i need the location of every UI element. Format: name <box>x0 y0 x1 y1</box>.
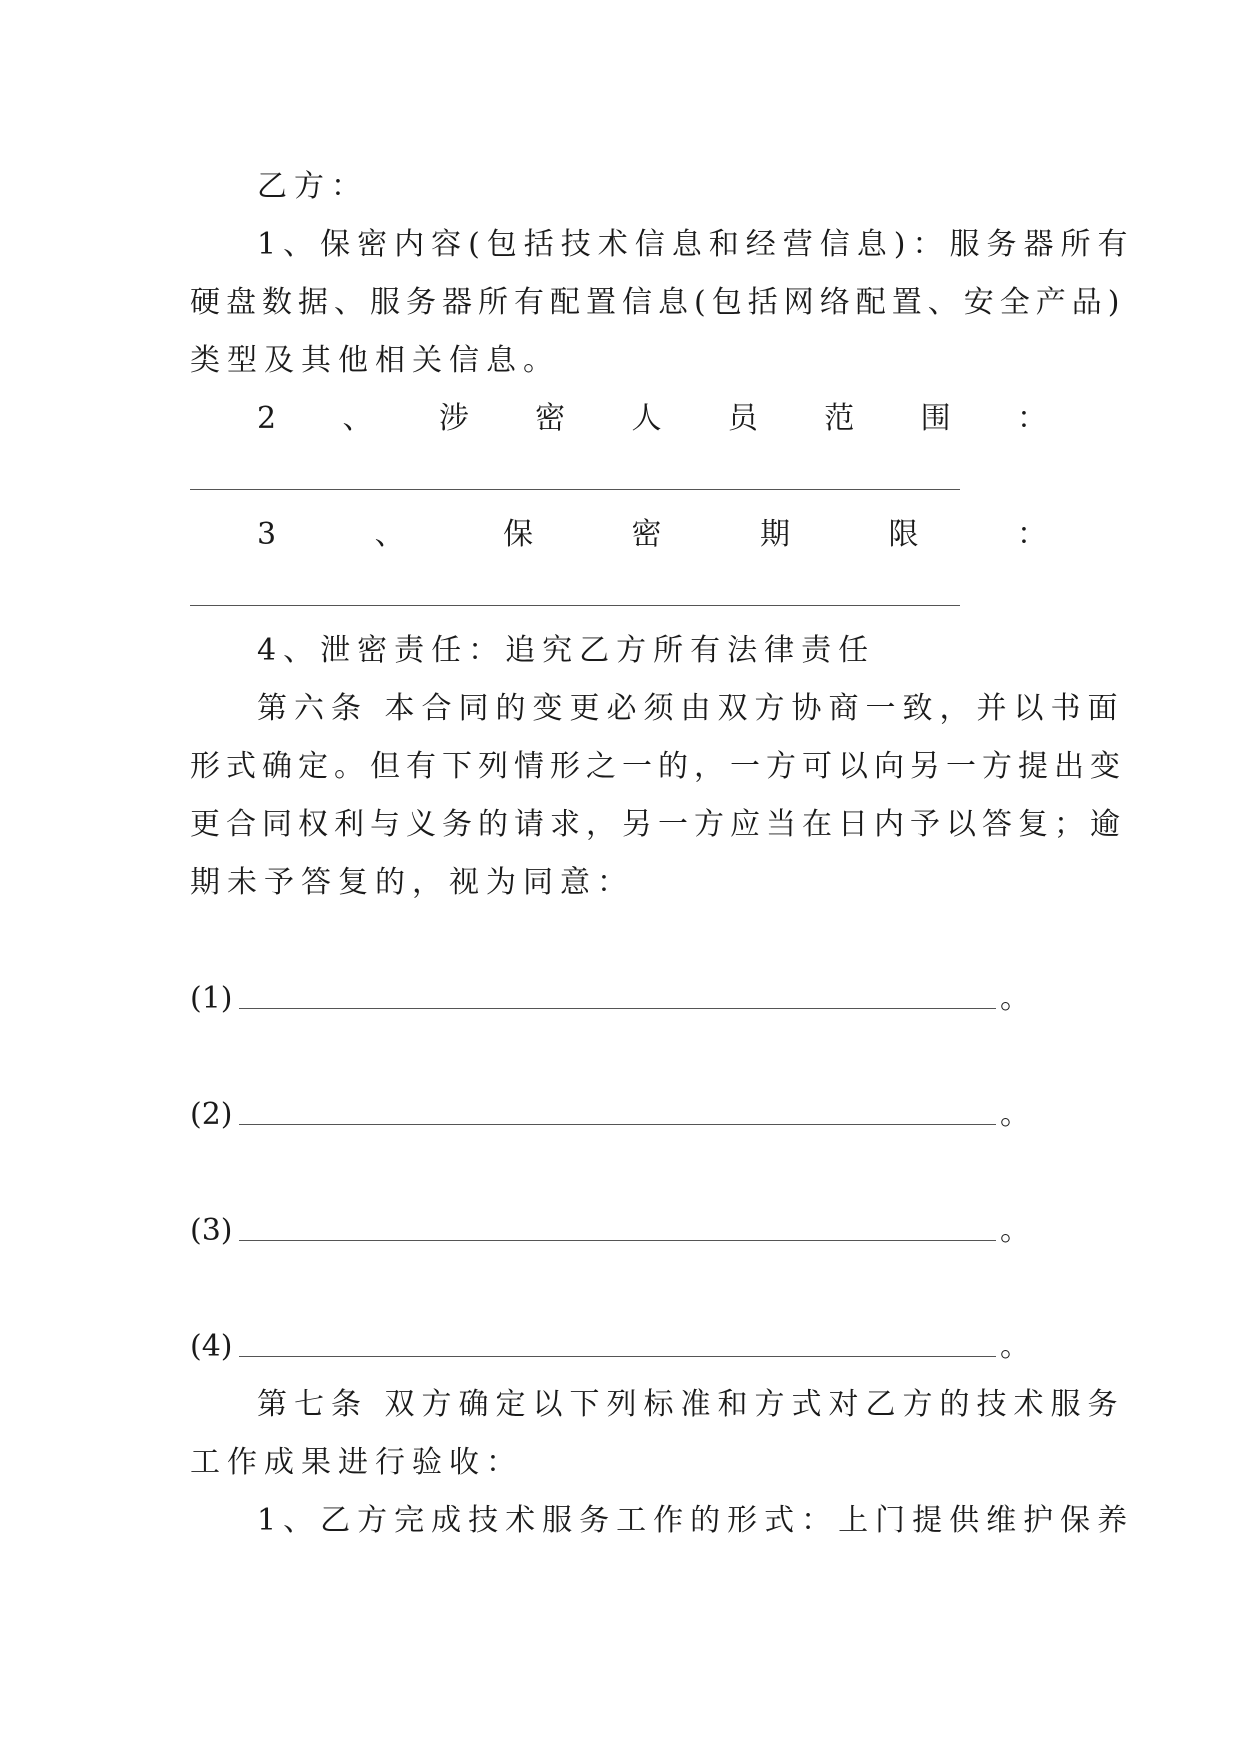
item-label: (1) <box>190 981 233 1016</box>
period-char-2: 密 <box>631 517 662 552</box>
change-condition-item-4 <box>190 1327 1030 1367</box>
change-condition-item-3 <box>190 1211 1030 1251</box>
personnel-char-3: 人 <box>631 401 662 436</box>
personnel-char-5: 范 <box>824 401 855 436</box>
leak-liability: 4、泄密责任：追究乙方所有法律责任 <box>257 633 876 668</box>
period-separator: 、 <box>374 517 405 552</box>
party-b-label: 乙方： <box>257 169 368 204</box>
period-blank-line[interactable] <box>190 605 960 606</box>
period-colon: ： <box>1017 517 1047 552</box>
article-6-line-2: 形式确定。但有下列情形之一的，一方可以向另一方提出变 <box>190 749 1126 784</box>
item-blank-line[interactable] <box>239 1008 997 1009</box>
item-blank-line[interactable] <box>239 1240 997 1241</box>
article-6-line-1: 第六条 本合同的变更必须由双方协商一致，并以书面 <box>257 691 1125 726</box>
article-6-line-4: 期未予答复的，视为同意： <box>190 865 634 900</box>
personnel-colon: ： <box>1016 401 1047 436</box>
item-blank-line[interactable] <box>239 1124 997 1125</box>
personnel-number: 2 <box>257 401 277 436</box>
item-label: (3) <box>190 1213 233 1248</box>
confidential-period-heading <box>257 515 1047 555</box>
acceptance-item-1: 1、乙方完成技术服务工作的形式：上门提供维护保养 <box>257 1503 1135 1538</box>
personnel-scope-heading <box>257 399 1047 439</box>
period-char-4: 限 <box>888 517 919 552</box>
confidential-content-line-2: 硬盘数据、服务器所有配置信息(包括网络配置、安全产品) <box>190 285 1126 320</box>
item-end-mark: 。 <box>1000 1097 1030 1132</box>
article-7-line-1: 第七条 双方确定以下列标准和方式对乙方的技术服务 <box>257 1387 1125 1422</box>
personnel-separator: 、 <box>342 401 373 436</box>
period-number: 3 <box>257 517 277 552</box>
change-condition-item-1 <box>190 979 1030 1019</box>
item-label: (4) <box>190 1329 233 1364</box>
item-end-mark: 。 <box>1000 1213 1030 1248</box>
item-end-mark: 。 <box>1000 1329 1030 1364</box>
personnel-char-1: 涉 <box>438 401 469 436</box>
article-6-line-3: 更合同权利与义务的请求，另一方应当在日内予以答复；逾 <box>190 807 1126 842</box>
personnel-char-6: 围 <box>920 401 951 436</box>
period-char-1: 保 <box>503 517 534 552</box>
article-7-line-2: 工作成果进行验收： <box>190 1445 523 1480</box>
item-label: (2) <box>190 1097 233 1132</box>
personnel-char-2: 密 <box>535 401 566 436</box>
change-condition-item-2 <box>190 1095 1030 1135</box>
personnel-blank-line[interactable] <box>190 489 960 490</box>
item-blank-line[interactable] <box>239 1356 997 1357</box>
personnel-char-4: 员 <box>727 401 758 436</box>
item-end-mark: 。 <box>1000 981 1030 1016</box>
confidential-content-line-1: 1、保密内容(包括技术信息和经营信息)：服务器所有 <box>257 227 1135 262</box>
period-char-3: 期 <box>760 517 791 552</box>
confidential-content-line-3: 类型及其他相关信息。 <box>190 343 560 378</box>
